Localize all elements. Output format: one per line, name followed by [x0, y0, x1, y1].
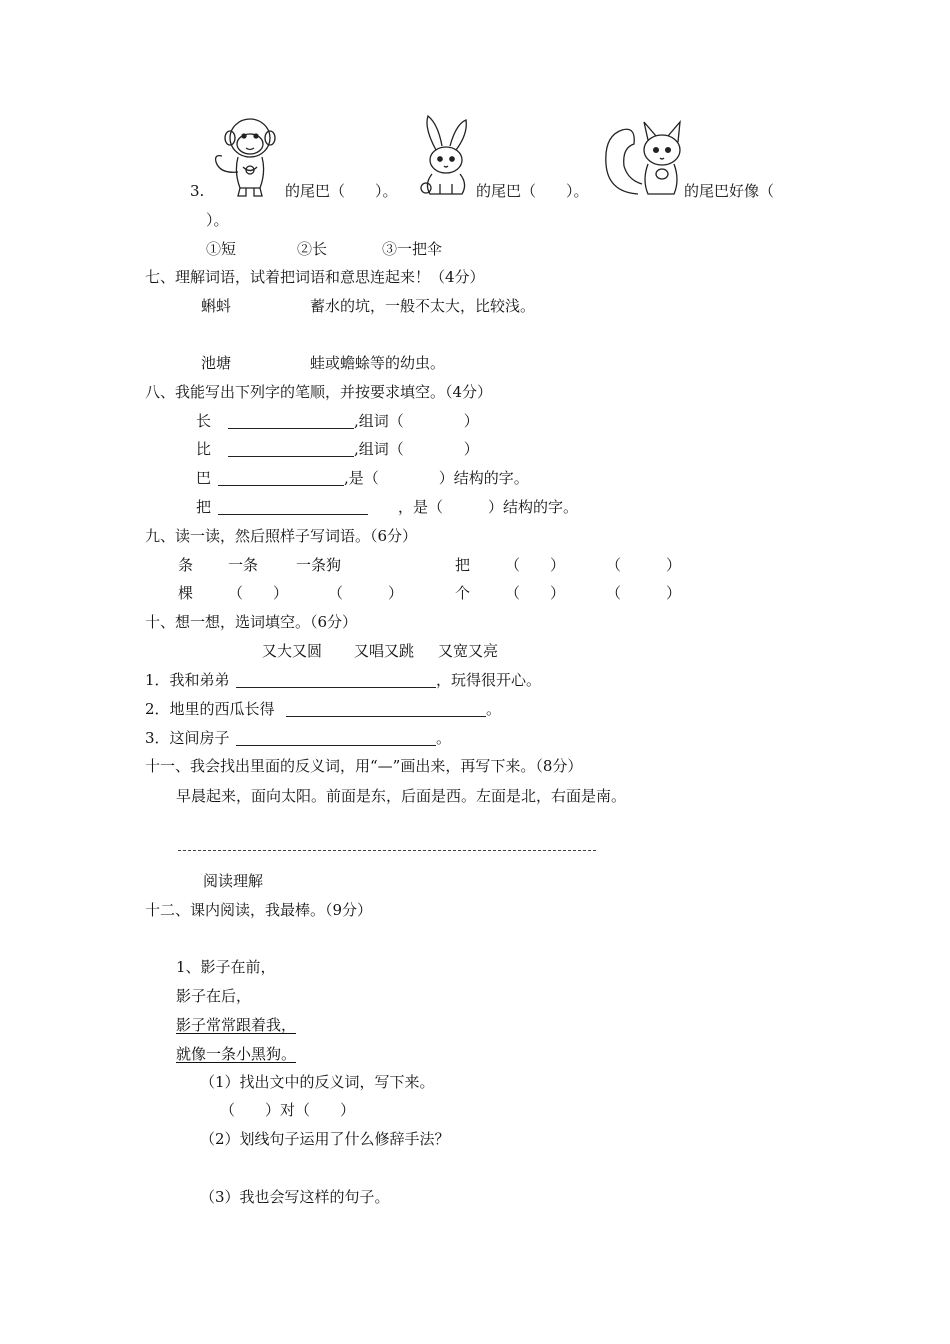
- s11-answer-line[interactable]: [178, 850, 596, 851]
- s10-choice-1: 又大又圆: [262, 642, 323, 660]
- s9-r2-c4: 个: [455, 584, 471, 602]
- section-10-title: 十、想一想，选词填空。（6分）: [145, 613, 358, 631]
- s10-item-2-post: 。: [486, 700, 502, 718]
- s10-choice-2: 又唱又跳: [354, 642, 415, 660]
- s10-item-3-blank[interactable]: [236, 745, 436, 746]
- s7-meaning-1: 蓄水的坑，一般不太大，比较浅。: [310, 297, 536, 315]
- s8-stroke-line-2[interactable]: [228, 456, 354, 457]
- q3-blank-squirrel-end: ）。: [206, 211, 229, 229]
- monkey-icon: [210, 112, 285, 200]
- section-9-title: 九、读一读，然后照样子写词语。（6分）: [145, 527, 418, 545]
- s10-item-3-post: 。: [436, 729, 452, 747]
- s10-item-1-post: ，玩得很开心。: [436, 671, 542, 689]
- s9-r2-c5[interactable]: （ ）: [505, 584, 566, 602]
- q3-blank-rabbit: 的尾巴（ ）。: [476, 182, 589, 200]
- q3-blank-monkey: 的尾巴（ ）。: [285, 182, 398, 200]
- s7-meaning-2: 蛙或蟾蜍等的幼虫。: [310, 354, 446, 372]
- s9-r1-c3: 一条狗: [296, 556, 342, 574]
- section-8-title: 八、我能写出下列字的笔顺，并按要求填空。（4分）: [145, 383, 493, 401]
- s10-item-3-pre: 3．这间房子: [145, 729, 230, 747]
- q3-option-1: ①短: [206, 240, 237, 258]
- s8-stroke-line-3[interactable]: [218, 485, 344, 486]
- s7-word-2: 池塘: [201, 354, 232, 372]
- s8-tail-3: ,是（ ）结构的字。: [344, 469, 529, 487]
- s8-char-1: 长: [196, 412, 212, 430]
- rabbit-icon: [410, 114, 476, 198]
- section-12-title: 十二、课内阅读，我最棒。（9分）: [145, 901, 373, 919]
- s10-item-2-blank[interactable]: [286, 716, 486, 717]
- poem-line-3: 影子常常跟着我，: [176, 1016, 297, 1034]
- s9-r1-c5[interactable]: （ ）: [505, 556, 566, 574]
- s10-item-1-pre: 1．我和弟弟: [145, 671, 230, 689]
- s9-r2-c1: 棵: [178, 584, 194, 602]
- s8-stroke-line-4[interactable]: [218, 514, 368, 515]
- s11-passage: 早晨起来，面向太阳。前面是东，后面是西。左面是北，右面是南。: [176, 787, 627, 805]
- s8-tail-1: ,组词（ ）: [354, 412, 479, 430]
- reading-q1-fill[interactable]: （ ）对（ ）: [220, 1101, 356, 1119]
- s8-char-4: 把: [196, 498, 212, 516]
- s10-choice-3: 又宽又亮: [438, 642, 499, 660]
- section-11-title: 十一、我会找出里面的反义词，用“—”画出来，再写下来。（8分）: [145, 757, 583, 775]
- s8-tail-4: ，是（ ）结构的字。: [398, 498, 579, 516]
- s8-char-2: 比: [196, 440, 212, 458]
- s8-tail-2: ,组词（ ）: [354, 440, 479, 458]
- q3-option-2: ②长: [297, 240, 328, 258]
- poem-line-4: 就像一条小黑狗。: [176, 1045, 297, 1063]
- s8-stroke-line-1[interactable]: [228, 428, 354, 429]
- s9-r1-c4: 把: [455, 556, 471, 574]
- q3-option-3: ③一把伞: [382, 240, 443, 258]
- reading-q1: （1）找出文中的反义词，写下来。: [200, 1073, 435, 1091]
- s8-char-3: 巴: [196, 469, 212, 487]
- squirrel-icon: [602, 114, 688, 200]
- reading-q2: （2）划线句子运用了什么修辞手法？: [200, 1130, 450, 1148]
- q3-number: 3.: [190, 182, 205, 200]
- s9-r1-c2: 一条: [228, 556, 259, 574]
- reading-label: 阅读理解: [203, 872, 264, 890]
- s9-r1-c6[interactable]: （ ）: [606, 556, 682, 574]
- s9-r1-c1: 条: [178, 556, 194, 574]
- poem-line-2: 影子在后，: [176, 987, 252, 1005]
- poem-line-1: 1、影子在前，: [176, 958, 276, 976]
- section-7-title: 七、理解词语，试着把词语和意思连起来！（4分）: [145, 268, 485, 286]
- q3-blank-squirrel: 的尾巴好像（: [684, 182, 775, 200]
- reading-q3: （3）我也会写这样的句子。: [200, 1188, 390, 1206]
- s9-r2-c2[interactable]: （ ）: [228, 584, 289, 602]
- s9-r2-c3[interactable]: （ ）: [328, 584, 404, 602]
- s7-word-1: 蝌蚪: [201, 297, 232, 315]
- s9-r2-c6[interactable]: （ ）: [606, 584, 682, 602]
- s10-item-1-blank[interactable]: [236, 687, 436, 688]
- s10-item-2-pre: 2．地里的西瓜长得: [145, 700, 275, 718]
